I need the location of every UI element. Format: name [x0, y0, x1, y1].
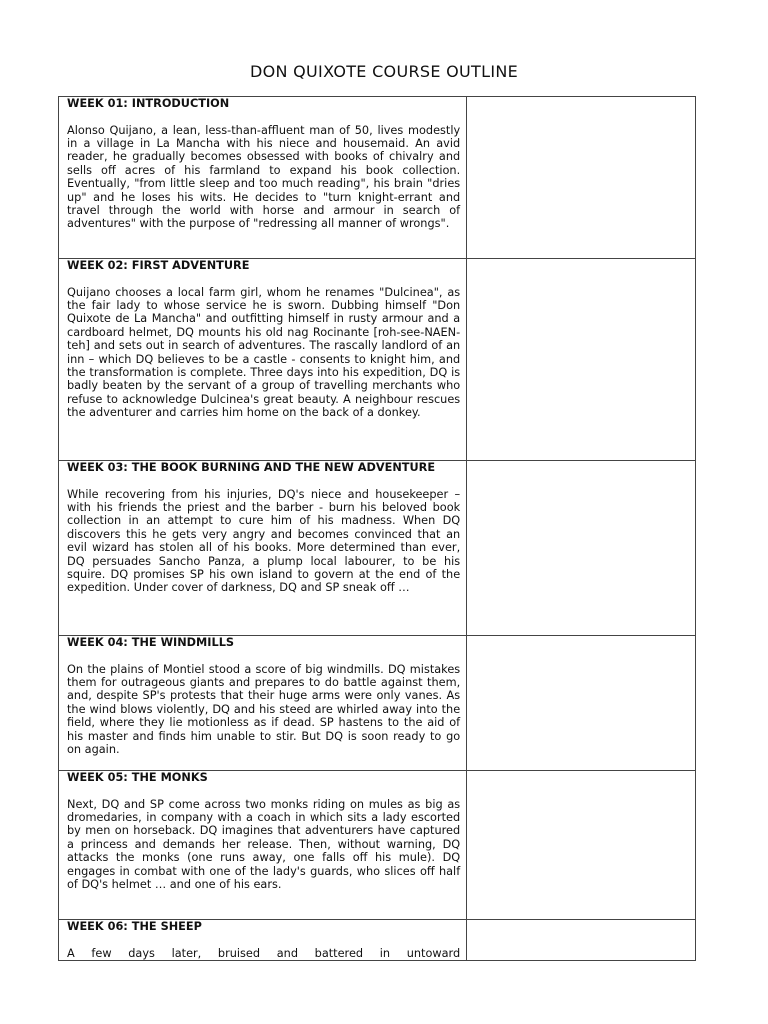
week-summary: While recovering from his injuries, DQ's niece and housekeeper – with his friends the priest and the barber - burn his beloved book collection in an attempt to cure him of his madness. When DQ discovers this he gets very angry and becomes convinced that an evil wizard has stolen all of his books. More determined than ever, DQ persuades Sancho Panza, a plump local labourer, to be his squire. DQ promises SP his own island to govern at the end of the expedition. Under cover of darkness, DQ and SP sneak off … [67, 487, 461, 595]
week-row-03 [59, 461, 696, 636]
week-heading: WEEK 05: THE MONKS [67, 771, 208, 784]
week-heading: WEEK 01: INTRODUCTION [67, 97, 230, 110]
week-summary: Quijano chooses a local farm girl, whom he renames "Dulcinea", as the fair lady to whose service he is sworn. Dubbing himself "Don Quixote de La Mancha" and outfitting himself in rusty armour and a cardboard helmet, DQ mounts his old nag Rocinante [roh-see-NAEN-teh] and sets out in search of adventures. The rascally landlord of an inn – which DQ believes to be a castle - consents to knight him, and the transformation is complete. Three days into his expedition, DQ is badly beaten by the servant of a group of travelling merchants who refuse to acknowledge Dulcinea's great beauty. A neighbour rescues the adventurer and carries him home on the back of a donkey. [67, 285, 461, 420]
week-content-cell [59, 771, 467, 920]
week-notes-cell [467, 97, 696, 259]
document-title: DON QUIXOTE COURSE OUTLINE [249, 62, 519, 81]
week-content-cell [59, 97, 467, 259]
week-notes-cell [467, 259, 696, 461]
week-row-01 [59, 97, 696, 259]
week-content-cell [59, 259, 467, 461]
week-row-05 [59, 771, 696, 920]
week-notes-cell [467, 920, 696, 961]
week-row-04 [59, 636, 696, 771]
week-heading: WEEK 04: THE WINDMILLS [67, 636, 235, 649]
course-outline-table [58, 96, 696, 961]
week-content-cell [59, 461, 467, 636]
week-content-cell [59, 920, 467, 961]
week-heading: WEEK 06: THE SHEEP [67, 920, 202, 933]
week-content-cell [59, 636, 467, 771]
week-summary: On the plains of Montiel stood a score of big windmills. DQ mistakes them for outrageous giants and prepares to do battle against them, and, despite SP's protests that their huge arms were only vanes. As the wind blows violently, DQ and his steed are whirled away into the field, where they lie motionless as if dead. SP hastens to the aid of his master and finds him unable to stir. But DQ is soon ready to go on again. [67, 662, 461, 756]
week-summary: Next, DQ and SP come across two monks riding on mules as big as dromedaries, in company with a coach in which sits a lady escorted by men on horseback. DQ imagines that adventurers have captured a princess and demands her release. Then, without warning, DQ attacks the monks (one runs away, one falls off his mule). DQ engages in combat with one of the lady's guards, who slices off half of DQ's helmet … and one of his ears. [67, 797, 461, 891]
week-summary: Alonso Quijano, a lean, less-than-affluent man of 50, lives modestly in a village in La Mancha with his niece and housemaid. An avid reader, he gradually becomes obsessed with books of chivalry and sells off acres of his farmland to expand his book collection. Eventually, "from little sleep and too much reading", his brain "dries up" and he loses his wits. He decides to "turn knight-errant and travel through the world with horse and armour in search of adventures" with the purpose of "redressing all manner of wrongs". [67, 123, 461, 231]
week-heading: WEEK 03: THE BOOK BURNING AND THE NEW ADVENTURE [67, 461, 436, 474]
week-notes-cell [467, 461, 696, 636]
week-heading: WEEK 02: FIRST ADVENTURE [67, 259, 250, 272]
week-notes-cell [467, 636, 696, 771]
week-summary: A few days later, bruised and battered in untoward [67, 946, 461, 960]
week-row-02 [59, 259, 696, 461]
week-row-06 [59, 920, 696, 961]
week-notes-cell [467, 771, 696, 920]
